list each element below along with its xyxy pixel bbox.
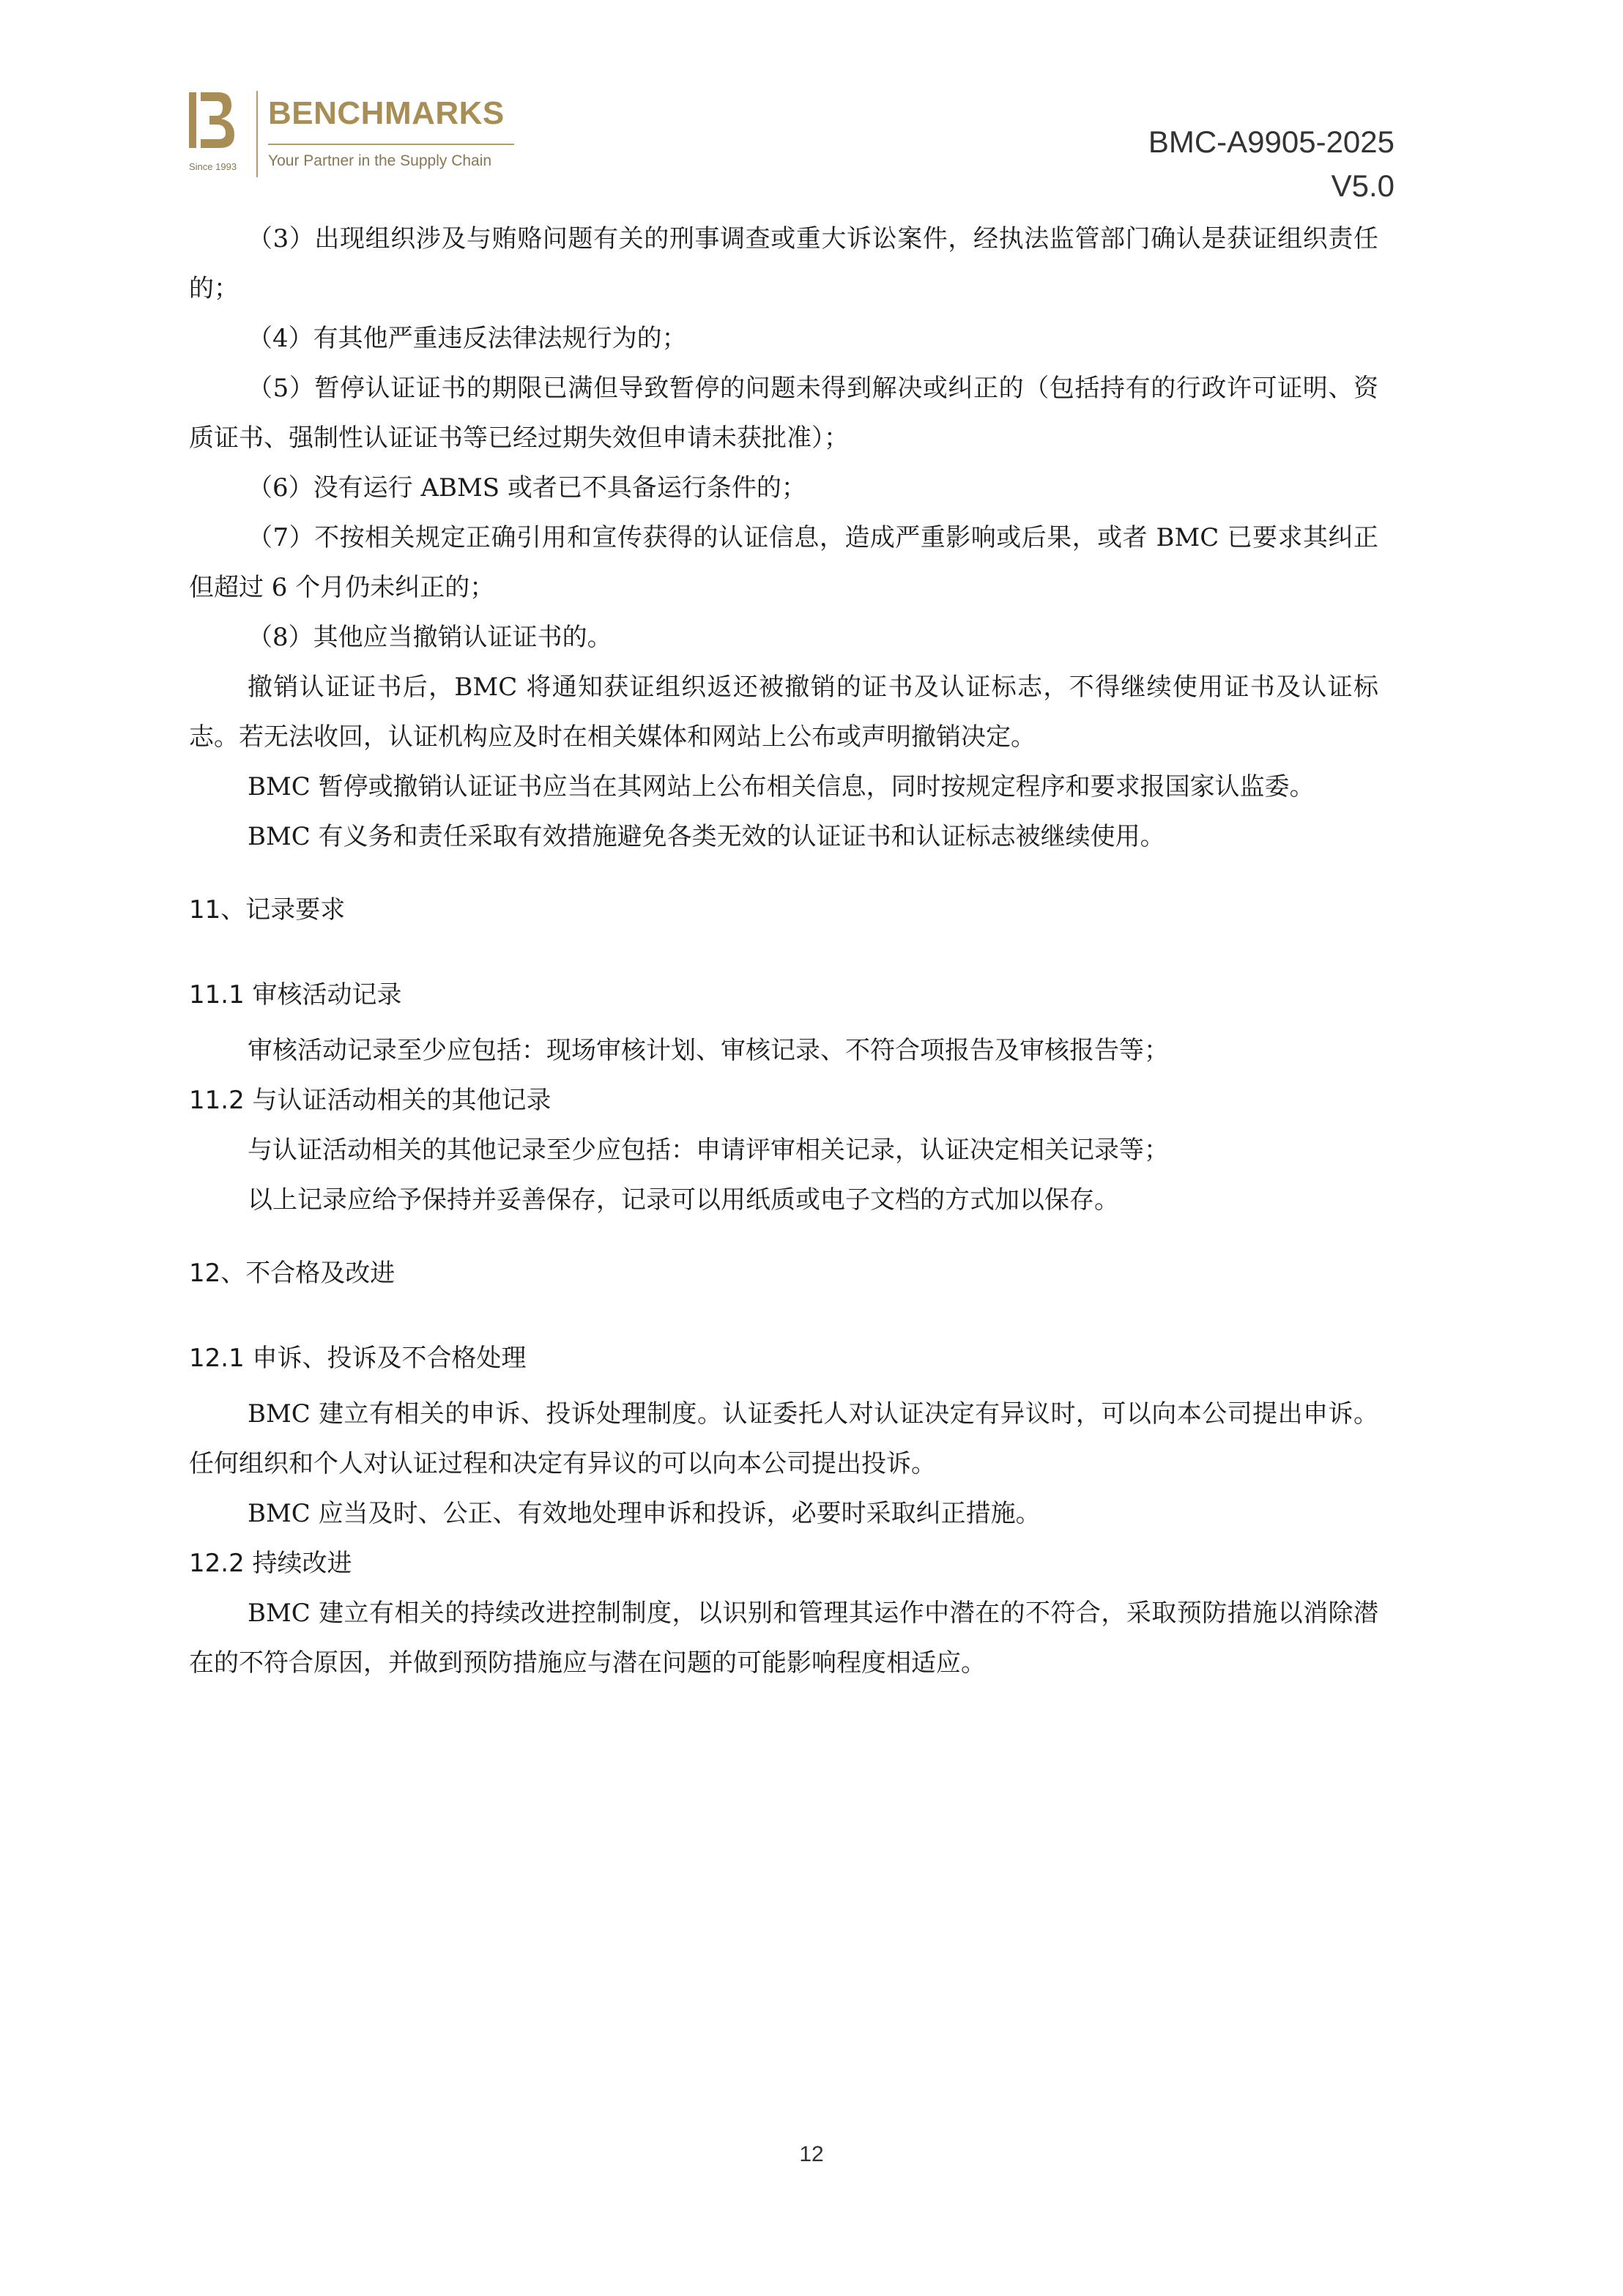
paragraph: 与认证活动相关的其他记录至少应包括：申请评审相关记录，认证决定相关记录等； — [248, 1136, 1169, 1165]
logo-name: BENCHMARKS — [268, 95, 505, 131]
section-heading-12: 12、不合格及改进 — [189, 1259, 395, 1288]
paragraph: （5）暂停认证证书的期限已满但导致暂停的问题未得到解决或纠正的（包括持有的行政许可证明、资质证书、强制性认证证书等已经过期失效但申请未获批准）； — [189, 374, 1378, 453]
paragraph: BMC 建立有相关的持续改进控制制度，以识别和管理其运作中潜在的不符合，采取预防措施以消除潜在的不符合原因，并做到预防措施应与潜在问题的可能影响程度相适应。 — [189, 1599, 1378, 1678]
paragraph: 以上记录应给予保持并妥善保存，记录可以用纸质或电子文档的方式加以保存。 — [248, 1185, 1119, 1215]
paragraph: BMC 暂停或撤销认证证书应当在其网站上公布相关信息，同时按规定程序和要求报国家认监委。 — [248, 772, 1315, 801]
paragraph: BMC 有义务和责任采取有效措施避免各类无效的认证证书和认证标志被继续使用。 — [248, 822, 1165, 851]
paragraph: 审核活动记录至少应包括：现场审核计划、审核记录、不符合项报告及审核报告等； — [248, 1036, 1169, 1065]
subsection-heading-12-1: 12.1 申诉、投诉及不合格处理 — [189, 1344, 527, 1373]
subsection-heading-11-1: 11.1 审核活动记录 — [189, 980, 402, 1010]
paragraph: （7）不按相关规定正确引用和宣传获得的认证信息，造成严重影响或后果，或者 BMC 已要求其纠正但超过 6 个月仍未纠正的； — [189, 523, 1378, 602]
paragraph: （3）出现组织涉及与贿赂问题有关的刑事调查或重大诉讼案件，经执法监管部门确认是获证组织责任的； — [189, 224, 1378, 303]
paragraph: （6）没有运行 ABMS 或者已不具备运行条件的； — [248, 473, 806, 503]
paragraph: BMC 应当及时、公正、有效地处理申诉和投诉，必要时采取纠正措施。 — [248, 1499, 1041, 1528]
subsection-heading-12-2: 12.2 持续改进 — [189, 1549, 352, 1578]
company-logo — [189, 91, 533, 179]
document-version: V5.0 — [1331, 169, 1394, 203]
paragraph: （4）有其他严重违反法律法规行为的； — [248, 324, 687, 353]
logo-tagline: Your Partner in the Supply Chain — [268, 152, 492, 169]
logo-since: Since 1993 — [189, 161, 237, 172]
document-code-block — [1148, 120, 1394, 208]
paragraph: BMC 建立有相关的申诉、投诉处理制度。认证委托人对认证决定有异议时，可以向本公司提出申诉。任何组织和个人对认证过程和决定有异议的可以向本公司提出投诉。 — [189, 1399, 1378, 1478]
logo-rule — [268, 144, 514, 145]
benchmarks-logo-icon — [189, 91, 236, 149]
document-code: BMC-A9905-2025 — [1148, 125, 1394, 159]
document-body — [189, 214, 1378, 1688]
paragraph: 撤销认证证书后，BMC 将通知获证组织返还被撤销的证书及认证标志，不得继续使用证书及认证标志。若无法收回，认证机构应及时在相关媒体和网站上公布或声明撤销决定。 — [189, 673, 1378, 752]
page-number: 12 — [799, 2142, 824, 2166]
subsection-heading-11-2: 11.2 与认证活动相关的其他记录 — [189, 1086, 551, 1115]
paragraph: （8）其他应当撤销认证证书的。 — [248, 623, 612, 652]
logo-divider — [256, 91, 258, 177]
section-heading-11: 11、记录要求 — [189, 895, 346, 925]
